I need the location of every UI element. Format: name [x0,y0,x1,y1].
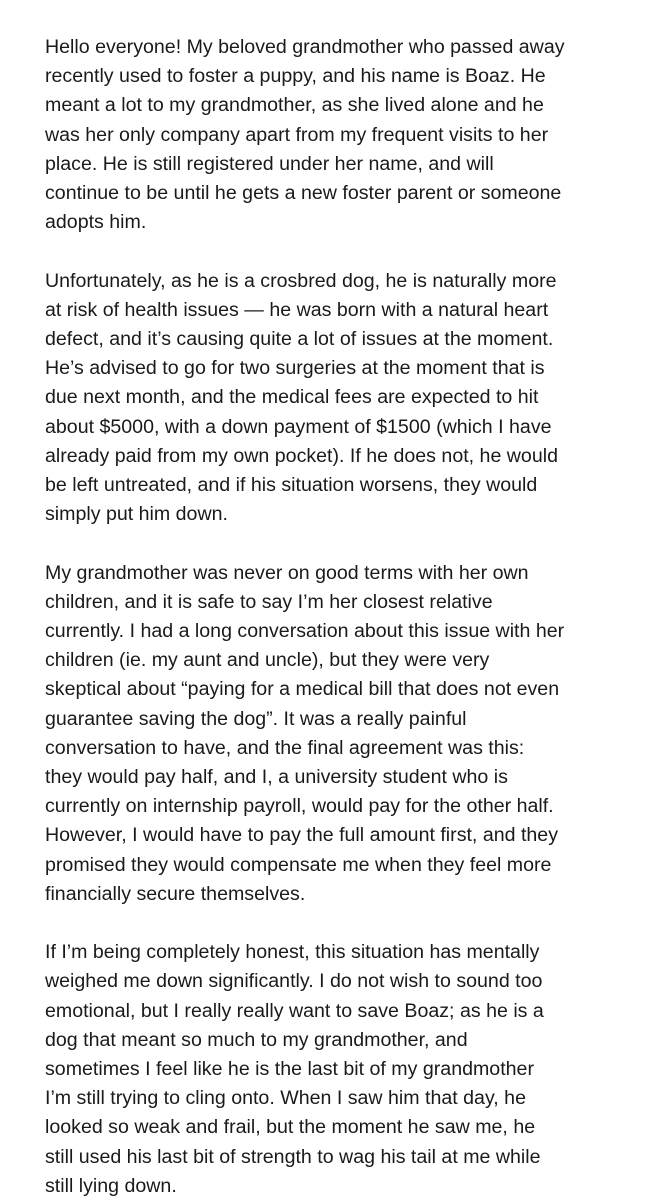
text-line: dog that meant so much to my grandmother, and [45,1028,468,1051]
text-line: currently on internship payroll, would pay for the other half. [45,795,554,818]
text-line: defect, and it’s causing quite a lot of issues at the moment. [45,328,554,351]
text-line: financially secure themselves. [45,882,306,905]
text-line: children, and it is safe to say I’m her closest relative [45,590,493,613]
text-line: they would pay half, and I, a university student who is [45,766,508,789]
text-line: children (ie. my aunt and uncle), but they were very [45,649,490,672]
text-line: recently used to foster a puppy, and his name is Boaz. He [45,65,546,88]
paragraph-1 [45,33,645,237]
document-body [45,33,645,1201]
text-line: at risk of health issues — he was born with a natural heart [45,298,549,321]
text-line: place. He is still registered under her name, and will [45,152,494,175]
text-line: emotional, but I really really want to save Boaz; as he is a [45,999,544,1022]
text-line: continue to be until he gets a new foster parent or someone [45,182,562,205]
text-line: He’s advised to go for two surgeries at the moment that is [45,357,545,380]
text-line: sometimes I feel like he is the last bit of my grandmother [45,1058,534,1081]
text-line: promised they would compensate me when they feel more [45,853,552,876]
text-line: simply put him down. [45,503,228,526]
text-line: weighed me down significantly. I do not wish to sound too [45,970,543,993]
text-line: conversation to have, and the final agreement was this: [45,736,525,759]
text-line: due next month, and the medical fees are expected to hit [45,386,539,409]
text-line: looked so weak and frail, but the moment he saw me, he [45,1116,536,1139]
text-line: If I’m being completely honest, this situation has mentally [45,941,540,964]
text-line: adopts him. [45,211,147,234]
text-line: I’m still trying to cling onto. When I saw him that day, he [45,1087,526,1110]
text-line: Unfortunately, as he is a crosbred dog, he is naturally more [45,269,557,292]
text-line: about $5000, with a down payment of $1500 (which I have [45,415,552,438]
text-line: meant a lot to my grandmother, as she lived alone and he [45,94,544,117]
text-line: still lying down. [45,1174,177,1197]
paragraph-4 [45,938,645,1201]
paragraph-2 [45,267,645,530]
text-line: skeptical about “paying for a medical bill that does not even [45,678,560,701]
text-line: However, I would have to pay the full amount first, and they [45,824,558,847]
text-line: already paid from my own pocket). If he does not, he would [45,444,558,467]
text-line: be left untreated, and if his situation worsens, they would [45,474,538,497]
text-line: currently. I had a long conversation about this issue with her [45,620,565,643]
text-line: was her only company apart from my frequent visits to her [45,123,549,146]
text-line: still used his last bit of strength to wag his tail at me while [45,1145,541,1168]
text-line: My grandmother was never on good terms with her own [45,561,529,584]
paragraph-3 [45,559,645,909]
text-line: Hello everyone! My beloved grandmother who passed away [45,36,565,58]
text-line: guarantee saving the dog”. It was a really painful [45,707,467,730]
